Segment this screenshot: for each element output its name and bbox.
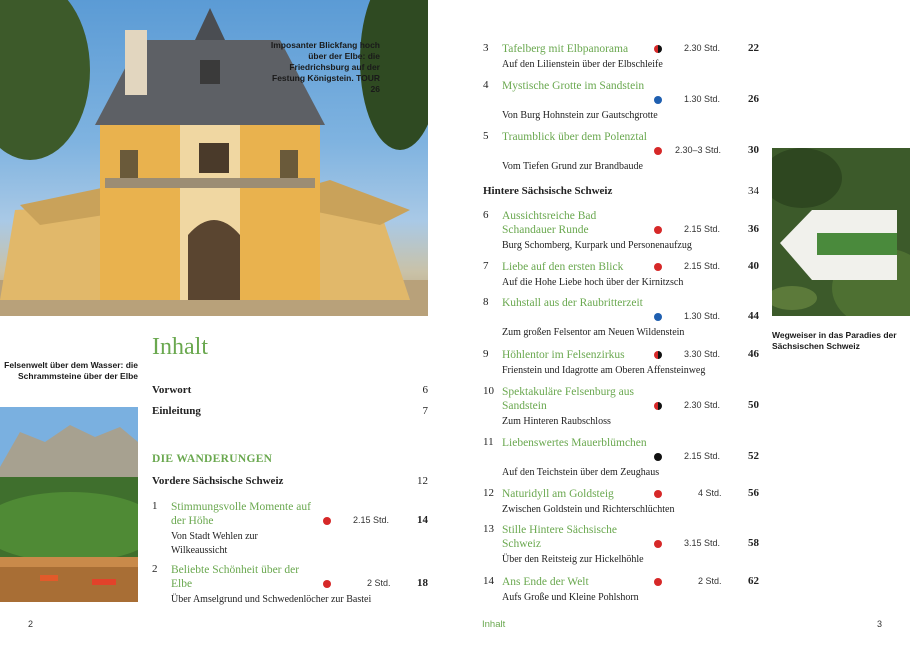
tour-description: Auf den Lilienstein über der Elbschleife [502, 59, 663, 70]
toc-tour-9[interactable] [483, 348, 759, 378]
region-label: Vordere Sächsische Schweiz [152, 475, 284, 487]
tour-description: Zum großen Felsentor am Neuen Wildenstein [502, 327, 685, 338]
difficulty-dot-icon [654, 96, 662, 104]
toc-tour-13[interactable] [483, 523, 759, 567]
difficulty-dot-icon [323, 517, 331, 525]
schrammsteine-photo [0, 407, 138, 602]
tour-page: 18 [417, 577, 428, 589]
tour-title: Kuhstall aus der Raubritterzeit [502, 297, 643, 309]
difficulty-dot-icon [654, 147, 662, 155]
tour-duration: 1.30 Std. [684, 94, 721, 104]
tour-page: 50 [748, 399, 759, 411]
region-page: 12 [417, 475, 428, 487]
tour-page: 46 [748, 348, 759, 360]
toc-tour-5[interactable] [483, 130, 759, 174]
difficulty-dot-icon [654, 226, 662, 234]
tour-duration: 1.30 Std. [684, 311, 721, 321]
toc-tour-11[interactable] [483, 436, 759, 480]
toc-entry-label: Einleitung [152, 405, 201, 417]
running-title: Inhalt [482, 619, 506, 630]
tour-page: 44 [748, 310, 759, 322]
difficulty-dot-icon [654, 578, 662, 586]
tour-page: 56 [748, 487, 759, 499]
tour-number: 14 [483, 575, 494, 587]
tour-duration: 3.15 Std. [684, 538, 721, 548]
tour-number: 11 [483, 436, 494, 448]
tour-title: Spektakuläre Felsenburg aus Sandstein [502, 386, 635, 412]
tour-description: Zum Hinteren Raubschloss [502, 416, 611, 427]
toc-tour-6[interactable] [483, 209, 759, 253]
tour-title: Aussichtsreiche Bad Schandauer Runde [502, 210, 597, 236]
tour-title: Naturidyll am Goldsteig [502, 488, 614, 500]
region-heading-hintere[interactable] [483, 185, 759, 197]
difficulty-dot-icon [654, 45, 662, 53]
toc-entry-vorwort[interactable] [152, 384, 428, 396]
tour-duration: 4 Std. [698, 488, 722, 498]
tour-duration: 2 Std. [367, 578, 391, 588]
region-label: Hintere Sächsische Schweiz [483, 185, 613, 197]
tour-description: Über Amselgrund und Schwedenlöcher zur Bastei [171, 594, 372, 605]
difficulty-dot-icon [654, 453, 662, 461]
tour-page: 14 [417, 514, 428, 526]
tour-number: 3 [483, 42, 489, 54]
tour-duration: 2.15 Std. [684, 261, 721, 271]
tour-description: Von Burg Hohnstein zur Gautschgrotte [502, 110, 658, 121]
tour-description: Frienstein und Idagrotte am Oberen Affensteinweg [502, 365, 706, 376]
tour-page: 22 [748, 42, 759, 54]
toc-entry-page: 7 [422, 405, 428, 417]
hero-photo-caption: Imposanter Blickfang hoch über der Elbe: die Friedrichsburg auf der Festung Königstein. TOUR 26 [270, 40, 380, 94]
tour-title: Tafelberg mit Elbpanorama [502, 43, 629, 55]
tour-number: 4 [483, 79, 489, 91]
trail-marker-caption: Wegweiser in das Paradies der Sächsischen Schweiz [772, 330, 897, 351]
toc-tour-4[interactable] [483, 79, 759, 123]
tour-title: Stille Hintere Sächsische Schweiz [502, 524, 617, 550]
tour-page: 30 [748, 144, 759, 156]
tour-duration: 3.30 Std. [684, 349, 721, 359]
tour-description: Über den Reitsteig zur Hickelhöhle [502, 554, 644, 565]
tour-number: 1 [152, 500, 158, 512]
tour-page: 58 [748, 537, 759, 549]
tour-number: 12 [483, 487, 494, 499]
tour-number: 2 [152, 563, 158, 575]
tour-number: 9 [483, 348, 489, 360]
tour-description: Von Stadt Wehlen zur Wilkeaussicht [171, 531, 258, 556]
tour-page: 40 [748, 260, 759, 272]
tour-page: 62 [748, 575, 759, 587]
tour-number: 8 [483, 296, 489, 308]
difficulty-dot-icon [323, 580, 331, 588]
tour-title: Mystische Grotte im Sandstein [502, 80, 645, 92]
toc-entry-einleitung[interactable] [152, 405, 428, 417]
tour-duration: 2.15 Std. [684, 451, 721, 461]
section-heading-wanderungen: DIE WANDERUNGEN [152, 453, 273, 465]
tour-number: 5 [483, 130, 489, 142]
region-page: 34 [748, 185, 759, 197]
page-number-right: 3 [877, 619, 883, 629]
toc-tour-1[interactable] [152, 500, 428, 560]
tour-description: Burg Schomberg, Kurpark und Personenaufzug [502, 240, 692, 251]
tour-duration: 2.15 Std. [353, 515, 390, 525]
hero-photo-friedrichsburg [0, 0, 428, 316]
tour-duration: 2.30 Std. [684, 400, 721, 410]
tour-duration: 2.30 Std. [684, 43, 721, 53]
toc-entry-page: 6 [422, 384, 428, 396]
difficulty-dot-icon [654, 402, 662, 410]
toc-tour-8[interactable] [483, 296, 759, 340]
toc-tour-12[interactable] [483, 487, 759, 517]
tour-title: Liebe auf den ersten Blick [502, 261, 624, 273]
tour-duration: 2.30–3 Std. [675, 145, 722, 155]
difficulty-dot-icon [654, 490, 662, 498]
tour-description: Auf den Teichstein über dem Zeughaus [502, 467, 660, 478]
toc-tour-3[interactable] [483, 42, 759, 72]
tour-number: 10 [483, 385, 494, 397]
tour-title: Beliebte Schönheit über der Elbe [171, 564, 300, 590]
tour-page: 36 [748, 223, 759, 235]
tour-description: Auf die Hohe Liebe hoch über der Kirnitzsch [502, 277, 684, 288]
tour-title: Stimmungsvolle Momente auf der Höhe [171, 501, 311, 527]
tour-title: Traumblick über dem Polenztal [502, 131, 647, 143]
tour-duration: 2 Std. [698, 576, 722, 586]
tour-title: Ans Ende der Welt [502, 576, 589, 588]
page-number-left: 2 [28, 619, 34, 629]
tour-number: 7 [483, 260, 489, 272]
tour-page: 26 [748, 93, 759, 105]
region-heading-vordere[interactable] [152, 475, 428, 487]
difficulty-dot-icon [654, 540, 662, 548]
toc-tour-10[interactable] [483, 385, 759, 429]
difficulty-dot-icon [654, 351, 662, 359]
difficulty-dot-icon [654, 263, 662, 271]
tour-duration: 2.15 Std. [684, 224, 721, 234]
tour-description: Vom Tiefen Grund zur Brandbaude [502, 161, 643, 172]
toc-tour-2[interactable] [152, 563, 428, 607]
difficulty-dot-icon [654, 313, 662, 321]
schrammsteine-caption: Felsenwelt über dem Wasser: die Schrammsteine über der Elbe [4, 360, 138, 381]
tour-number: 13 [483, 523, 494, 535]
toc-tour-14[interactable] [483, 575, 759, 605]
toc-entry-label: Vorwort [152, 384, 192, 396]
toc-title: Inhalt [152, 334, 208, 360]
tour-description: Aufs Große und Kleine Pohlshorn [502, 592, 639, 603]
tour-description: Zwischen Goldstein und Richterschlüchten [502, 504, 675, 515]
tour-title: Liebenswertes Mauerblümchen [502, 437, 647, 449]
tour-page: 52 [748, 450, 759, 462]
tour-number: 6 [483, 209, 489, 221]
trail-marker-photo [772, 148, 910, 316]
tour-title: Höhlentor im Felsenzirkus [502, 349, 625, 361]
toc-tour-7[interactable] [483, 260, 759, 290]
